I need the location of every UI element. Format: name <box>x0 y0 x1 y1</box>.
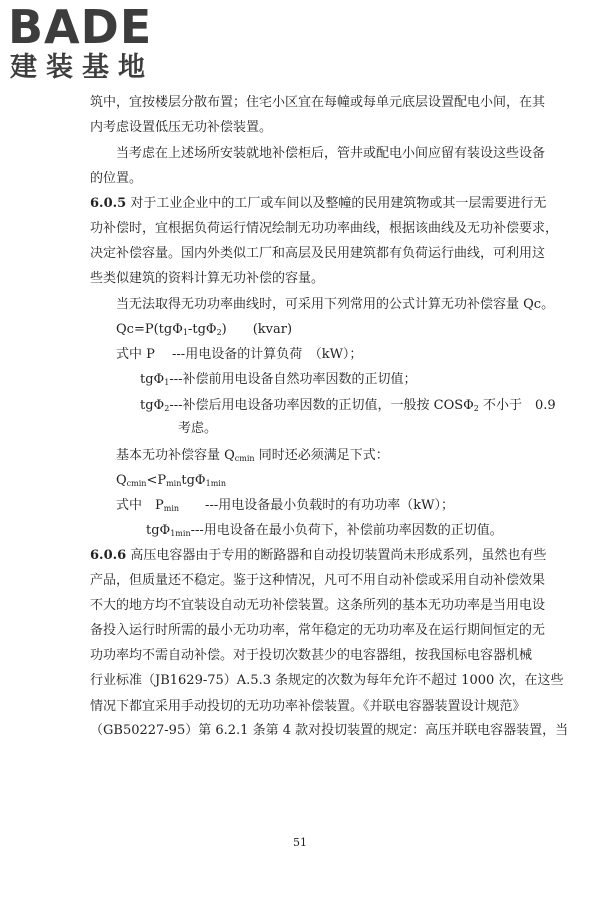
formula-legend: tgΦ$_1$---补偿前用电设备自然功率因数的正切值； <box>140 372 417 387</box>
clause-6-0-6: 6.0.6 高压电容器由于专用的断路器和自动投切装置尚未形成系列，虽然也有些 <box>90 548 547 563</box>
formula-legend: tgΦ$_2$---补偿后用电设备功率因数的正切值，一般按 $COS\Phi_2$ 不小于 0.9 <box>140 398 556 413</box>
formula-legend: 考虑。 <box>178 421 218 436</box>
page-number: 51 <box>293 836 307 849</box>
formula-legend: 式中 P ---用电设备的计算负荷 （kW）； <box>116 347 363 362</box>
formula-legend: tgΦ$_{1min}$---用电设备在最小负荷下，补偿前功率因数的正切值。 <box>146 523 503 538</box>
text-line: 当无法取得无功功率曲线时，可采用下列常用的公式计算无功补偿容量 Qc。 <box>116 297 555 312</box>
text-line: 功补偿时，宜根据负荷运行情况绘制无功功率曲线，根据该曲线及无功补偿要求， <box>90 221 559 236</box>
text-line: 决定补偿容量。国内外类似工厂和高层及民用建筑都有负荷运行曲线，可利用这 <box>90 246 546 261</box>
logo-wordmark: BADE <box>8 0 153 54</box>
text-line: 不大的地方均不宜装设自动无功补偿装置。这条所列的基本无功功率是当用电设 <box>90 598 546 613</box>
text-line: 内考虑设置低压无功补偿装置。 <box>90 120 273 135</box>
text-line: 行业标准（JB1629-75）A.5.3 条规定的次数为每年允许不超过 1000 次，在这些 <box>90 673 564 688</box>
logo-subtitle: 建装基地 <box>10 52 154 83</box>
formula-qcmin: $Q_{cmin}<P_{min}tg\Phi_{1min}$ <box>116 473 226 488</box>
clause-number: 6.0.6 <box>90 548 127 563</box>
text-line: 当考虑在上述场所安装就地补偿柜后，管井或配电小间应留有装设这些设备 <box>116 146 546 161</box>
text-line: 些类似建筑的资料计算无功补偿的容量。 <box>90 271 325 286</box>
formula-legend: 式中 $P_{min}$ ---用电设备最小负载时的有功功率（kW）； <box>116 498 454 513</box>
text-line: 情况下都宜采用手动投切的无功功率补偿装置。《并联电容器装置设计规范》 <box>90 699 526 714</box>
formula-qc: Qc=P(tgΦ$_1$-tgΦ$_2$) (kvar) <box>116 322 293 337</box>
text-line: （GB50227-95）第 6.2.1 条第 4 款对投切装置的规定：高压并联电容器装置，当 <box>90 723 569 738</box>
clause-6-0-5: 6.0.5 对于工业企业中的工厂或车间以及整幢的民用建筑物或其一层需要进行无 <box>90 196 547 211</box>
clause-number: 6.0.5 <box>90 196 127 211</box>
text-line: 产品，但质量还不稳定。鉴于这种情况，凡可不用自动补偿或采用自动补偿效果 <box>90 573 546 588</box>
text-line: 功功率均不需自动补偿。对于投切次数甚少的电容器组，按我国标电容器机械 <box>90 648 533 663</box>
logo <box>8 2 188 84</box>
text-line: 筑中，宜按楼层分散布置；住宅小区宜在每幢或每单元底层设置配电小间，在其 <box>90 95 546 110</box>
text-line: 的位置。 <box>90 171 143 186</box>
text-line: 基本无功补偿容量 $Q_{cmin}$ 同时还必须满足下式： <box>116 448 389 463</box>
text-line: 备投入运行时所需的最小无功功率，常年稳定的无功功率及在运行期间恒定的无 <box>90 623 546 638</box>
